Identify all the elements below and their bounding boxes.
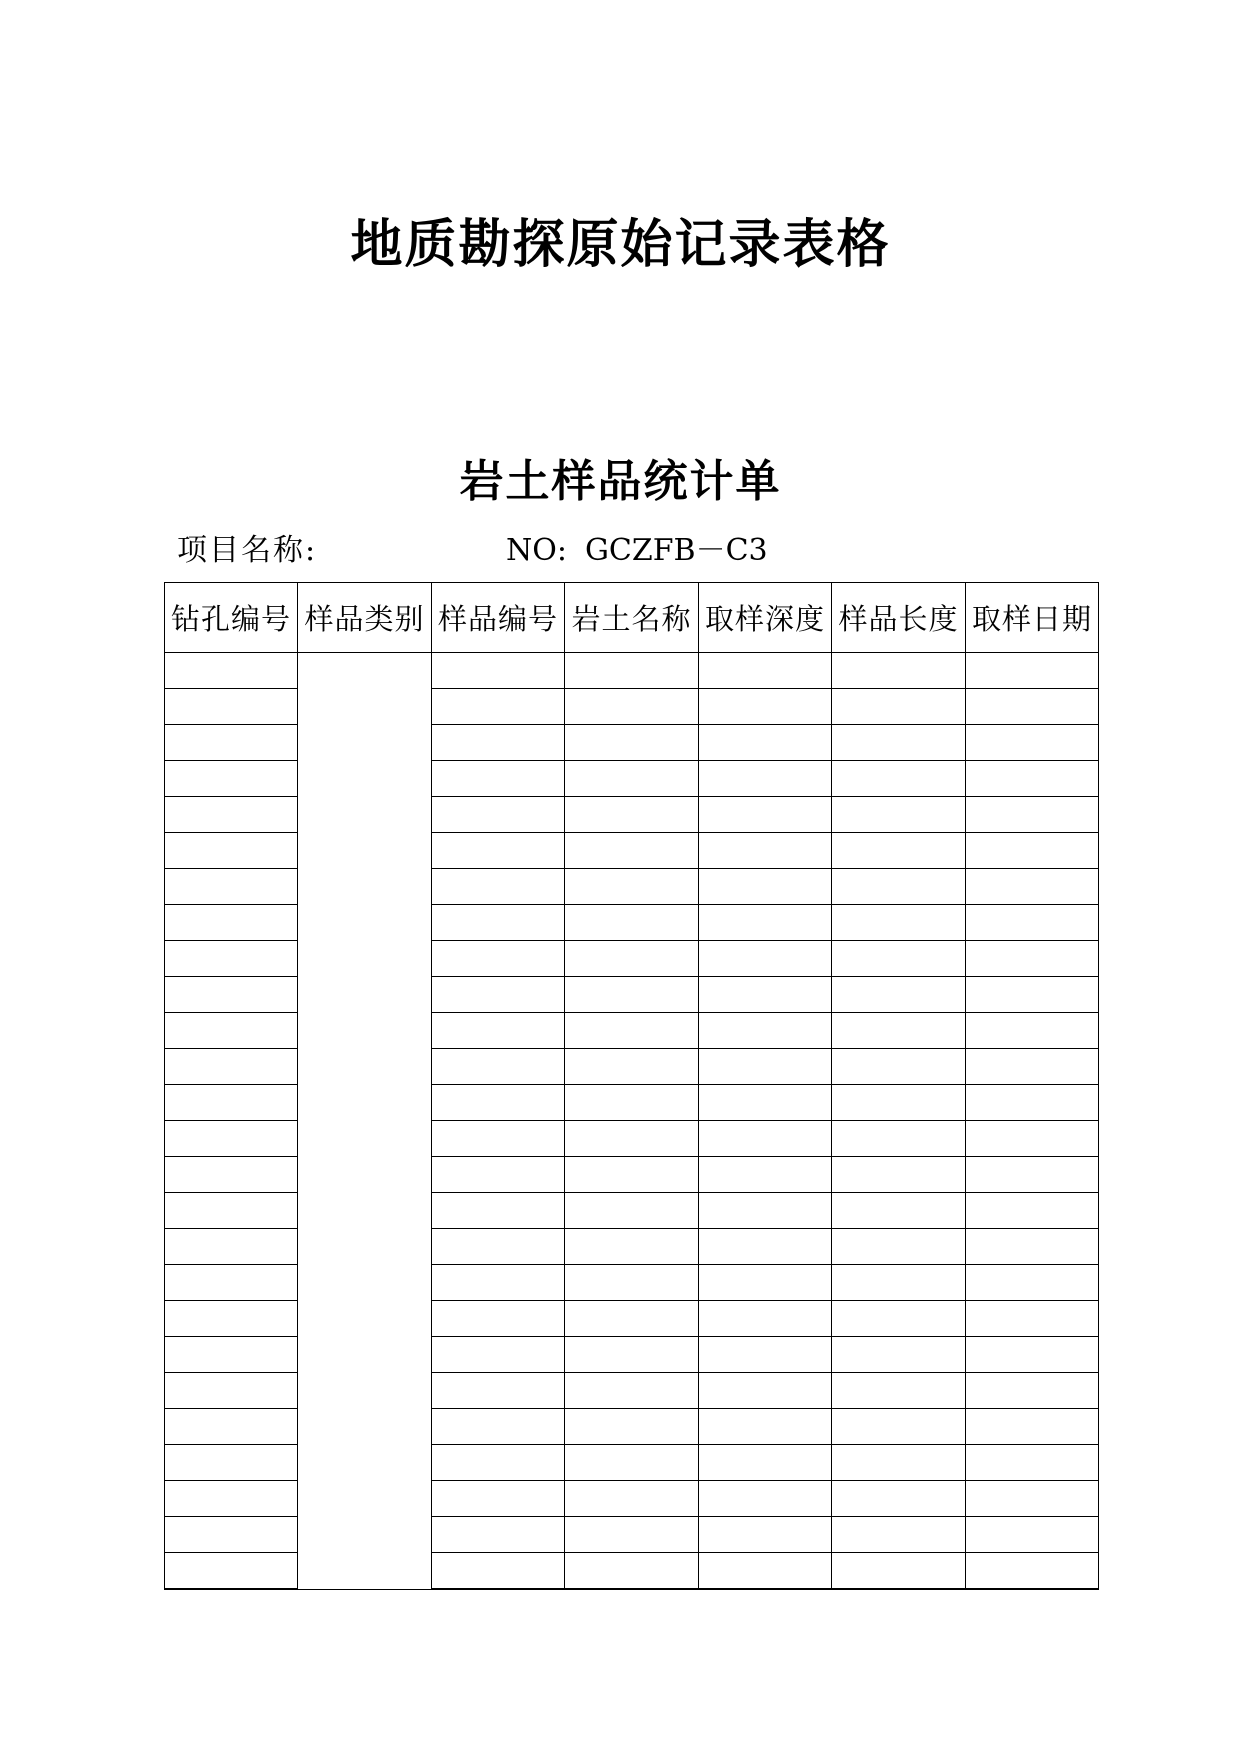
table-cell [699, 1301, 832, 1337]
table-cell [565, 1085, 699, 1121]
table-cell [565, 833, 699, 869]
table-cell [832, 1121, 966, 1157]
table-cell [565, 1517, 699, 1553]
table-cell [699, 1085, 832, 1121]
column-header: 钻孔编号 [165, 583, 298, 653]
table-cell [832, 1337, 966, 1373]
table-cell [432, 941, 565, 977]
column-header: 取样日期 [966, 583, 1099, 653]
table-cell [432, 1085, 565, 1121]
table-cell [699, 1265, 832, 1301]
table-cell [966, 1517, 1099, 1553]
table-cell [565, 977, 699, 1013]
table-cell [165, 1193, 298, 1229]
table-cell [832, 1445, 966, 1481]
table-cell [165, 1337, 298, 1373]
table-cell [699, 1553, 832, 1590]
table-cell [832, 1229, 966, 1265]
table-cell [832, 797, 966, 833]
table-cell [432, 1193, 565, 1229]
table-cell [832, 1301, 966, 1337]
table-cell [699, 761, 832, 797]
table-cell [832, 689, 966, 725]
table-cell [966, 761, 1099, 797]
table-cell [832, 1265, 966, 1301]
table-cell [966, 1229, 1099, 1265]
table-header-row [165, 583, 1099, 653]
table-cell [565, 1265, 699, 1301]
table-cell [832, 1517, 966, 1553]
table-cell [966, 1193, 1099, 1229]
table-cell [832, 1553, 966, 1590]
table-cell [432, 1337, 565, 1373]
table-cell [966, 1301, 1099, 1337]
table-cell [432, 1265, 565, 1301]
table-cell [966, 869, 1099, 905]
table-cell [432, 1157, 565, 1193]
table-cell [165, 1265, 298, 1301]
table-cell [699, 797, 832, 833]
table-cell [699, 725, 832, 761]
form-number-value: GCZFB－C3 [584, 533, 768, 568]
table-cell [699, 905, 832, 941]
table-cell [832, 653, 966, 689]
table-cell [832, 941, 966, 977]
project-name-label: 项目名称: [177, 533, 318, 568]
table-cell [432, 1373, 565, 1409]
table-cell [432, 1121, 565, 1157]
table-cell [966, 1445, 1099, 1481]
table-cell [699, 869, 832, 905]
table-cell [165, 1409, 298, 1445]
table-cell [832, 1409, 966, 1445]
table-cell [832, 761, 966, 797]
table-cell [832, 977, 966, 1013]
table-cell [432, 869, 565, 905]
column-header: 样品编号 [432, 583, 565, 653]
table-cell [699, 1445, 832, 1481]
table-cell [832, 833, 966, 869]
table-cell [565, 1121, 699, 1157]
table-cell [832, 725, 966, 761]
table-cell [565, 1193, 699, 1229]
table-cell [565, 1553, 699, 1590]
table-cell [966, 941, 1099, 977]
table-cell [565, 941, 699, 977]
table-cell [565, 725, 699, 761]
table-cell [699, 1337, 832, 1373]
table-cell [165, 1553, 298, 1590]
table-cell [565, 1445, 699, 1481]
column-header: 岩土名称 [565, 583, 699, 653]
table-cell [565, 1013, 699, 1049]
table-cell [966, 833, 1099, 869]
table-cell [699, 1229, 832, 1265]
table-cell [565, 1229, 699, 1265]
table-cell [565, 797, 699, 833]
table-cell [165, 869, 298, 905]
table-cell [165, 833, 298, 869]
table-cell [832, 1481, 966, 1517]
table-cell [832, 1373, 966, 1409]
table-cell [966, 1085, 1099, 1121]
table-cell [432, 1481, 565, 1517]
table-cell [699, 833, 832, 869]
table-cell [165, 1517, 298, 1553]
table-cell [565, 1301, 699, 1337]
table-cell [832, 1085, 966, 1121]
table-cell [165, 1445, 298, 1481]
table-cell [165, 1085, 298, 1121]
form-number [506, 530, 768, 572]
table-cell [699, 1157, 832, 1193]
table-cell [565, 1157, 699, 1193]
table-cell [432, 905, 565, 941]
table-cell [699, 1517, 832, 1553]
table-cell [565, 689, 699, 725]
table-cell [165, 797, 298, 833]
table-cell [432, 1409, 565, 1445]
table-cell [699, 1481, 832, 1517]
table-row [165, 653, 1099, 689]
table-cell [565, 761, 699, 797]
table-cell [165, 1373, 298, 1409]
table-cell [165, 725, 298, 761]
table-cell [565, 905, 699, 941]
table-cell [432, 1013, 565, 1049]
sample-category-merged-cell [298, 653, 432, 1590]
table-cell [699, 1121, 832, 1157]
table-cell [432, 797, 565, 833]
table-cell [699, 941, 832, 977]
table-cell [966, 1337, 1099, 1373]
table-cell [165, 1229, 298, 1265]
table-cell [165, 653, 298, 689]
table-cell [966, 689, 1099, 725]
table-cell [832, 1193, 966, 1229]
table-cell [432, 833, 565, 869]
table-cell [699, 1409, 832, 1445]
table-cell [432, 725, 565, 761]
column-header: 取样深度 [699, 583, 832, 653]
table-cell [565, 1373, 699, 1409]
table-cell [832, 1157, 966, 1193]
table-cell [832, 1049, 966, 1085]
table-cell [966, 977, 1099, 1013]
table-cell [165, 1121, 298, 1157]
table-cell [432, 1049, 565, 1085]
table-cell [832, 905, 966, 941]
table-cell [966, 725, 1099, 761]
form-number-label: NO: [506, 533, 567, 568]
table-cell [432, 653, 565, 689]
table-cell [699, 977, 832, 1013]
table-cell [165, 905, 298, 941]
table-cell [966, 1373, 1099, 1409]
table-cell [432, 1229, 565, 1265]
table-cell [165, 1157, 298, 1193]
table-cell [966, 1409, 1099, 1445]
table-cell [832, 1013, 966, 1049]
column-header: 样品长度 [832, 583, 966, 653]
table-cell [565, 869, 699, 905]
column-header: 样品类别 [298, 583, 432, 653]
table-cell [565, 1481, 699, 1517]
table-cell [699, 689, 832, 725]
table-cell [165, 1013, 298, 1049]
table-cell [966, 1013, 1099, 1049]
table-cell [565, 653, 699, 689]
table-cell [966, 797, 1099, 833]
table-cell [699, 1049, 832, 1085]
table-cell [699, 653, 832, 689]
table-cell [165, 761, 298, 797]
table-cell [432, 977, 565, 1013]
table-cell [165, 1481, 298, 1517]
form-title: 岩土样品统计单 [459, 456, 782, 507]
table-cell [565, 1337, 699, 1373]
table-cell [165, 1301, 298, 1337]
table-cell [699, 1193, 832, 1229]
table-cell [966, 1049, 1099, 1085]
table-cell [432, 689, 565, 725]
table-cell [832, 869, 966, 905]
table-cell [565, 1049, 699, 1085]
table-cell [165, 941, 298, 977]
table-body [165, 653, 1099, 1590]
document-title: 地质勘探原始记录表格 [350, 214, 891, 275]
table-cell [565, 1409, 699, 1445]
table-cell [966, 1265, 1099, 1301]
table-cell [165, 1049, 298, 1085]
table-cell [165, 689, 298, 725]
table-cell [966, 905, 1099, 941]
table-cell [966, 1481, 1099, 1517]
table-cell [432, 1301, 565, 1337]
table-cell [432, 1445, 565, 1481]
sample-statistics-table [164, 582, 1099, 1590]
table-cell [432, 761, 565, 797]
table-cell [966, 653, 1099, 689]
table-cell [432, 1553, 565, 1590]
table-cell [699, 1373, 832, 1409]
table-cell [966, 1121, 1099, 1157]
table-cell [432, 1517, 565, 1553]
table-cell [966, 1553, 1099, 1590]
table-cell [165, 977, 298, 1013]
table-cell [699, 1013, 832, 1049]
table-cell [966, 1157, 1099, 1193]
